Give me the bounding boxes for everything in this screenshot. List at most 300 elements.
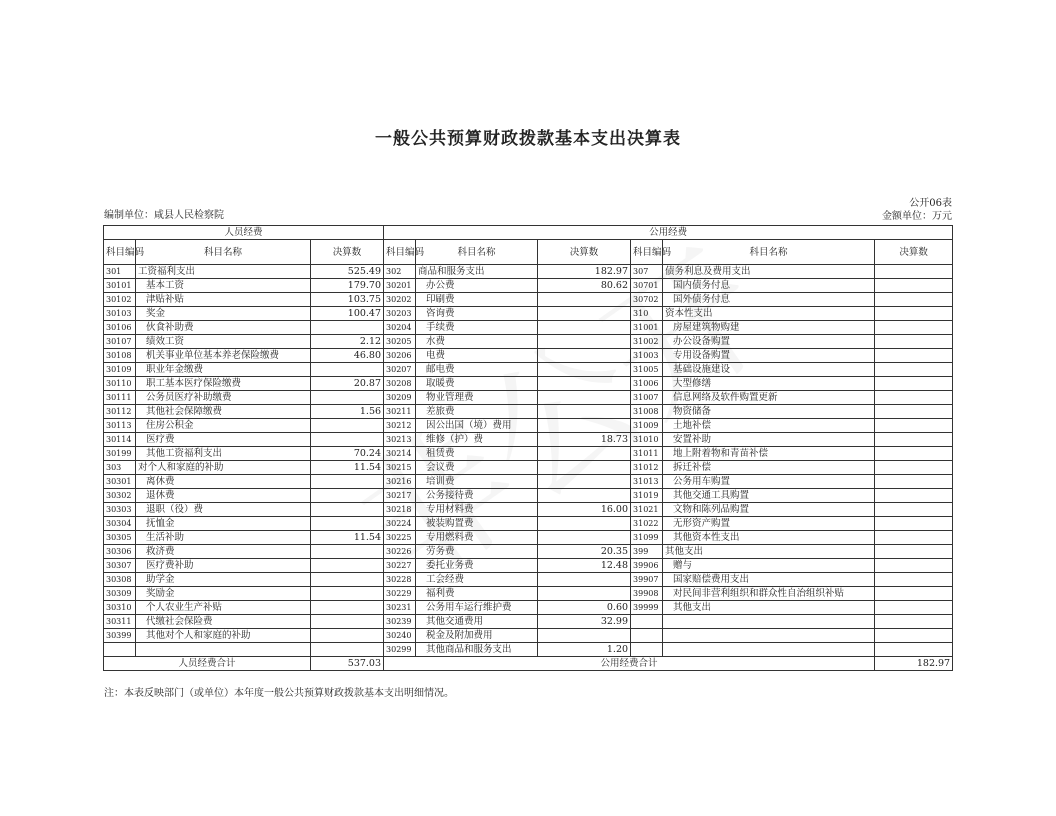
- amount-cell: [538, 349, 631, 363]
- name-cell: 劳务费: [416, 545, 538, 559]
- code-cell: 30228: [384, 573, 416, 587]
- amount-cell: 32.99: [538, 615, 631, 629]
- amount-cell: [311, 573, 384, 587]
- code-cell: 310: [631, 307, 663, 321]
- amount-cell: 16.00: [538, 503, 631, 517]
- code-cell: 30202: [384, 293, 416, 307]
- amount-cell: [875, 643, 953, 657]
- code-cell: [631, 643, 663, 657]
- code-cell: 30307: [104, 559, 136, 573]
- amount-cell: 179.70: [311, 279, 384, 293]
- amount-cell: [311, 433, 384, 447]
- table-row: [104, 587, 953, 601]
- name-cell: 住房公积金: [136, 419, 311, 433]
- amount-cell: [311, 489, 384, 503]
- table-row: [104, 335, 953, 349]
- table-row: [104, 349, 953, 363]
- table-row: [104, 531, 953, 545]
- name-cell: 债务利息及费用支出: [663, 265, 875, 279]
- code-cell: 31010: [631, 433, 663, 447]
- name-cell: 个人农业生产补贴: [136, 601, 311, 615]
- amount-cell: 1.56: [311, 405, 384, 419]
- code-cell: 31005: [631, 363, 663, 377]
- amount-cell: 525.49: [311, 265, 384, 279]
- amount-cell: [311, 363, 384, 377]
- code-cell: 30299: [384, 643, 416, 657]
- code-cell: [104, 643, 136, 657]
- personnel-total-label: 人员经费合计: [104, 657, 311, 671]
- name-cell: 赠与: [663, 559, 875, 573]
- reporting-unit: 编制单位：咸县人民检察院: [104, 210, 224, 221]
- amount-cell: [875, 391, 953, 405]
- name-cell: 奖金: [136, 307, 311, 321]
- code-cell: 30212: [384, 419, 416, 433]
- code-cell: 302: [384, 265, 416, 279]
- amount-cell: [311, 559, 384, 573]
- name-cell: 公务员医疗补助缴费: [136, 391, 311, 405]
- group-header-public: 公用经费: [384, 226, 953, 240]
- code-cell: 30111: [104, 391, 136, 405]
- amount-cell: [538, 531, 631, 545]
- group-header-personnel: 人员经费: [104, 226, 384, 240]
- name-cell: 国家赔偿费用支出: [663, 573, 875, 587]
- amount-cell: 20.87: [311, 377, 384, 391]
- name-cell: 其他资本性支出: [663, 531, 875, 545]
- code-cell: 30216: [384, 475, 416, 489]
- code-cell: 30103: [104, 307, 136, 321]
- amount-cell: [875, 531, 953, 545]
- amount-cell: 18.73: [538, 433, 631, 447]
- amount-cell: [875, 517, 953, 531]
- code-cell: 30206: [384, 349, 416, 363]
- code-cell: 30311: [104, 615, 136, 629]
- code-cell: 30106: [104, 321, 136, 335]
- form-number: 公开06表: [909, 198, 952, 209]
- public-total-value: 182.97: [875, 657, 953, 671]
- table-row: [104, 545, 953, 559]
- code-cell: 30204: [384, 321, 416, 335]
- name-cell: 代缴社会保险费: [136, 615, 311, 629]
- name-cell: 大型修缮: [663, 377, 875, 391]
- amount-cell: [875, 363, 953, 377]
- code-cell: 30107: [104, 335, 136, 349]
- amount-cell: [538, 447, 631, 461]
- amount-cell: [875, 489, 953, 503]
- code-cell: 30102: [104, 293, 136, 307]
- amount-cell: [311, 475, 384, 489]
- code-cell: 30218: [384, 503, 416, 517]
- table-row: [104, 475, 953, 489]
- amount-cell: [875, 405, 953, 419]
- amount-cell: [311, 419, 384, 433]
- name-cell: 差旅费: [416, 405, 538, 419]
- code-cell: 30110: [104, 377, 136, 391]
- name-cell: 助学金: [136, 573, 311, 587]
- amount-cell: [538, 405, 631, 419]
- name-cell: 离休费: [136, 475, 311, 489]
- code-cell: 31012: [631, 461, 663, 475]
- name-cell: 国外债务付息: [663, 293, 875, 307]
- header-name: 科目名称: [416, 240, 538, 265]
- code-cell: 30109: [104, 363, 136, 377]
- amount-cell: [875, 321, 953, 335]
- code-cell: 39908: [631, 587, 663, 601]
- expenditure-table: [103, 225, 953, 671]
- code-cell: 30240: [384, 629, 416, 643]
- code-cell: 30201: [384, 279, 416, 293]
- amount-cell: [875, 461, 953, 475]
- amount-cell: [538, 363, 631, 377]
- amount-cell: [538, 419, 631, 433]
- name-cell: 对个人和家庭的补助: [136, 461, 311, 475]
- code-cell: 30306: [104, 545, 136, 559]
- name-cell: 水费: [416, 335, 538, 349]
- name-cell: 办公设备购置: [663, 335, 875, 349]
- name-cell: 租赁费: [416, 447, 538, 461]
- name-cell: 商品和服务支出: [416, 265, 538, 279]
- code-cell: 30702: [631, 293, 663, 307]
- name-cell: 电费: [416, 349, 538, 363]
- header-amount: 决算数: [875, 240, 953, 265]
- name-cell: 退职（役）费: [136, 503, 311, 517]
- amount-cell: [538, 573, 631, 587]
- amount-cell: 80.62: [538, 279, 631, 293]
- table-row: [104, 391, 953, 405]
- code-cell: 30310: [104, 601, 136, 615]
- name-cell: 信息网络及软件购置更新: [663, 391, 875, 405]
- code-cell: 30211: [384, 405, 416, 419]
- name-cell: 基础设施建设: [663, 363, 875, 377]
- table-row: [104, 503, 953, 517]
- name-cell: 基本工资: [136, 279, 311, 293]
- name-cell: 绩效工资: [136, 335, 311, 349]
- amount-cell: [311, 587, 384, 601]
- name-cell: 专用燃料费: [416, 531, 538, 545]
- amount-cell: 1.20: [538, 643, 631, 657]
- code-cell: 30114: [104, 433, 136, 447]
- amount-cell: [875, 545, 953, 559]
- name-cell: 房屋建筑物购建: [663, 321, 875, 335]
- amount-cell: [538, 489, 631, 503]
- table-row: [104, 363, 953, 377]
- amount-cell: [875, 601, 953, 615]
- code-cell: 30207: [384, 363, 416, 377]
- amount-cell: [875, 447, 953, 461]
- name-cell: [663, 643, 875, 657]
- code-cell: 31013: [631, 475, 663, 489]
- amount-cell: [311, 601, 384, 615]
- table-row: [104, 433, 953, 447]
- name-cell: 物资储备: [663, 405, 875, 419]
- amount-cell: 46.80: [311, 349, 384, 363]
- name-cell: 其他交通工具购置: [663, 489, 875, 503]
- code-cell: 30215: [384, 461, 416, 475]
- code-cell: 30231: [384, 601, 416, 615]
- amount-cell: [875, 307, 953, 321]
- name-cell: 会议费: [416, 461, 538, 475]
- table-row: [104, 405, 953, 419]
- table-row: [104, 517, 953, 531]
- amount-cell: [538, 391, 631, 405]
- amount-cell: [538, 377, 631, 391]
- name-cell: 维修（护）费: [416, 433, 538, 447]
- amount-cell: [875, 349, 953, 363]
- amount-cell: 182.97: [538, 265, 631, 279]
- table-row: [104, 615, 953, 629]
- table-row: [104, 279, 953, 293]
- code-cell: [631, 629, 663, 643]
- code-cell: 31002: [631, 335, 663, 349]
- amount-cell: 11.54: [311, 531, 384, 545]
- name-cell: 咨询费: [416, 307, 538, 321]
- amount-cell: [538, 587, 631, 601]
- code-cell: 30214: [384, 447, 416, 461]
- name-cell: 专用材料费: [416, 503, 538, 517]
- code-cell: 301: [104, 265, 136, 279]
- table-row: [104, 559, 953, 573]
- code-cell: 303: [104, 461, 136, 475]
- amount-cell: 2.12: [311, 335, 384, 349]
- name-cell: 拆迁补偿: [663, 461, 875, 475]
- name-cell: 生活补助: [136, 531, 311, 545]
- code-cell: [631, 615, 663, 629]
- name-cell: 税金及附加费用: [416, 629, 538, 643]
- code-cell: 30203: [384, 307, 416, 321]
- name-cell: [663, 615, 875, 629]
- code-cell: 30304: [104, 517, 136, 531]
- name-cell: [663, 629, 875, 643]
- name-cell: 其他对个人和家庭的补助: [136, 629, 311, 643]
- name-cell: 其他社会保障缴费: [136, 405, 311, 419]
- code-cell: 30399: [104, 629, 136, 643]
- amount-cell: [311, 503, 384, 517]
- name-cell: 退休费: [136, 489, 311, 503]
- amount-cell: [538, 321, 631, 335]
- code-cell: 30305: [104, 531, 136, 545]
- code-cell: 39907: [631, 573, 663, 587]
- code-cell: 30108: [104, 349, 136, 363]
- code-cell: 30113: [104, 419, 136, 433]
- amount-cell: [538, 307, 631, 321]
- name-cell: 物业管理费: [416, 391, 538, 405]
- code-cell: 30301: [104, 475, 136, 489]
- name-cell: 手续费: [416, 321, 538, 335]
- code-cell: 31009: [631, 419, 663, 433]
- name-cell: 医疗费补助: [136, 559, 311, 573]
- code-cell: 30227: [384, 559, 416, 573]
- header-amount: 决算数: [538, 240, 631, 265]
- table-row: [104, 265, 953, 279]
- name-cell: 国内债务付息: [663, 279, 875, 293]
- amount-cell: [538, 461, 631, 475]
- code-cell: 31019: [631, 489, 663, 503]
- name-cell: 伙食补助费: [136, 321, 311, 335]
- name-cell: 其他商品和服务支出: [416, 643, 538, 657]
- amount-cell: [311, 629, 384, 643]
- code-cell: 39999: [631, 601, 663, 615]
- code-cell: 30308: [104, 573, 136, 587]
- code-cell: 399: [631, 545, 663, 559]
- amount-cell: [875, 433, 953, 447]
- name-cell: 土地补偿: [663, 419, 875, 433]
- name-cell: 对民间非营利组织和群众性自治组织补贴: [663, 587, 875, 601]
- name-cell: 公务用车购置: [663, 475, 875, 489]
- amount-cell: 100.47: [311, 307, 384, 321]
- header-code: 科目编码: [104, 240, 136, 265]
- table-row: [104, 419, 953, 433]
- footnote: 注：本表反映部门（或单位）本年度一般公共预算财政拨款基本支出明细情况。: [104, 688, 454, 699]
- name-cell: 邮电费: [416, 363, 538, 377]
- code-cell: 31006: [631, 377, 663, 391]
- amount-cell: [875, 419, 953, 433]
- code-cell: 30239: [384, 615, 416, 629]
- code-cell: 31007: [631, 391, 663, 405]
- name-cell: 工会经费: [416, 573, 538, 587]
- code-cell: 30112: [104, 405, 136, 419]
- amount-cell: [311, 517, 384, 531]
- name-cell: 其他支出: [663, 545, 875, 559]
- name-cell: 培训费: [416, 475, 538, 489]
- amount-cell: [875, 573, 953, 587]
- name-cell: 地上附着物和青苗补偿: [663, 447, 875, 461]
- amount-cell: [875, 265, 953, 279]
- name-cell: 医疗费: [136, 433, 311, 447]
- money-unit: 金额单位：万元: [882, 211, 952, 222]
- code-cell: 30226: [384, 545, 416, 559]
- amount-cell: 70.24: [311, 447, 384, 461]
- code-cell: 31021: [631, 503, 663, 517]
- name-cell: 福利费: [416, 587, 538, 601]
- amount-cell: [538, 629, 631, 643]
- table-row: [104, 307, 953, 321]
- name-cell: 安置补助: [663, 433, 875, 447]
- code-cell: 30209: [384, 391, 416, 405]
- code-cell: 307: [631, 265, 663, 279]
- code-cell: 30213: [384, 433, 416, 447]
- amount-cell: [538, 517, 631, 531]
- name-cell: 专用设备购置: [663, 349, 875, 363]
- amount-cell: [875, 587, 953, 601]
- table-row: [104, 643, 953, 657]
- page-title: 一般公共预算财政拨款基本支出决算表: [375, 129, 681, 149]
- table-row: [104, 573, 953, 587]
- name-cell: 其他支出: [663, 601, 875, 615]
- name-cell: 办公费: [416, 279, 538, 293]
- amount-cell: [875, 615, 953, 629]
- code-cell: 30302: [104, 489, 136, 503]
- name-cell: 奖励金: [136, 587, 311, 601]
- code-cell: 30199: [104, 447, 136, 461]
- amount-cell: [311, 321, 384, 335]
- header-code: 科目编码: [384, 240, 416, 265]
- code-cell: 31011: [631, 447, 663, 461]
- header-amount: 决算数: [311, 240, 384, 265]
- name-cell: 职工基本医疗保险缴费: [136, 377, 311, 391]
- code-cell: 31008: [631, 405, 663, 419]
- amount-cell: [311, 391, 384, 405]
- code-cell: 30101: [104, 279, 136, 293]
- amount-cell: [875, 629, 953, 643]
- amount-cell: [875, 335, 953, 349]
- name-cell: [136, 643, 311, 657]
- name-cell: 取暖费: [416, 377, 538, 391]
- amount-cell: [311, 615, 384, 629]
- name-cell: 印刷费: [416, 293, 538, 307]
- table-row: [104, 601, 953, 615]
- amount-cell: [875, 377, 953, 391]
- name-cell: 资本性支出: [663, 307, 875, 321]
- code-cell: 31001: [631, 321, 663, 335]
- amount-cell: 12.48: [538, 559, 631, 573]
- name-cell: 文物和陈列品购置: [663, 503, 875, 517]
- amount-cell: [311, 545, 384, 559]
- code-cell: 30303: [104, 503, 136, 517]
- name-cell: 其他交通费用: [416, 615, 538, 629]
- amount-cell: 0.60: [538, 601, 631, 615]
- header-code: 科目编码: [631, 240, 663, 265]
- amount-cell: [538, 335, 631, 349]
- name-cell: 无形资产购置: [663, 517, 875, 531]
- name-cell: 其他工资福利支出: [136, 447, 311, 461]
- table-row: [104, 489, 953, 503]
- code-cell: 30217: [384, 489, 416, 503]
- amount-cell: 103.75: [311, 293, 384, 307]
- public-total-label: 公用经费合计: [384, 657, 875, 671]
- amount-cell: [311, 643, 384, 657]
- name-cell: 委托业务费: [416, 559, 538, 573]
- header-name: 科目名称: [136, 240, 311, 265]
- amount-cell: [538, 293, 631, 307]
- code-cell: 30229: [384, 587, 416, 601]
- table-row: [104, 321, 953, 335]
- name-cell: 津贴补贴: [136, 293, 311, 307]
- table-row: [104, 447, 953, 461]
- amount-cell: [875, 503, 953, 517]
- table-row: [104, 461, 953, 475]
- name-cell: 机关事业单位基本养老保险缴费: [136, 349, 311, 363]
- table-row: [104, 293, 953, 307]
- name-cell: 职业年金缴费: [136, 363, 311, 377]
- name-cell: 因公出国（境）费用: [416, 419, 538, 433]
- name-cell: 公务用车运行维护费: [416, 601, 538, 615]
- amount-cell: 11.54: [311, 461, 384, 475]
- code-cell: 30701: [631, 279, 663, 293]
- code-cell: 31099: [631, 531, 663, 545]
- code-cell: 30309: [104, 587, 136, 601]
- amount-cell: [875, 475, 953, 489]
- code-cell: 30225: [384, 531, 416, 545]
- name-cell: 抚恤金: [136, 517, 311, 531]
- header-name: 科目名称: [663, 240, 875, 265]
- amount-cell: [875, 279, 953, 293]
- name-cell: 被装购置费: [416, 517, 538, 531]
- amount-cell: [538, 475, 631, 489]
- code-cell: 30208: [384, 377, 416, 391]
- amount-cell: [875, 293, 953, 307]
- code-cell: 30205: [384, 335, 416, 349]
- personnel-total-value: 537.03: [311, 657, 384, 671]
- table-row: [104, 629, 953, 643]
- table-row: [104, 377, 953, 391]
- name-cell: 公务接待费: [416, 489, 538, 503]
- code-cell: 30224: [384, 517, 416, 531]
- name-cell: 救济费: [136, 545, 311, 559]
- amount-cell: [875, 559, 953, 573]
- amount-cell: 20.35: [538, 545, 631, 559]
- code-cell: 39906: [631, 559, 663, 573]
- code-cell: 31022: [631, 517, 663, 531]
- code-cell: 31003: [631, 349, 663, 363]
